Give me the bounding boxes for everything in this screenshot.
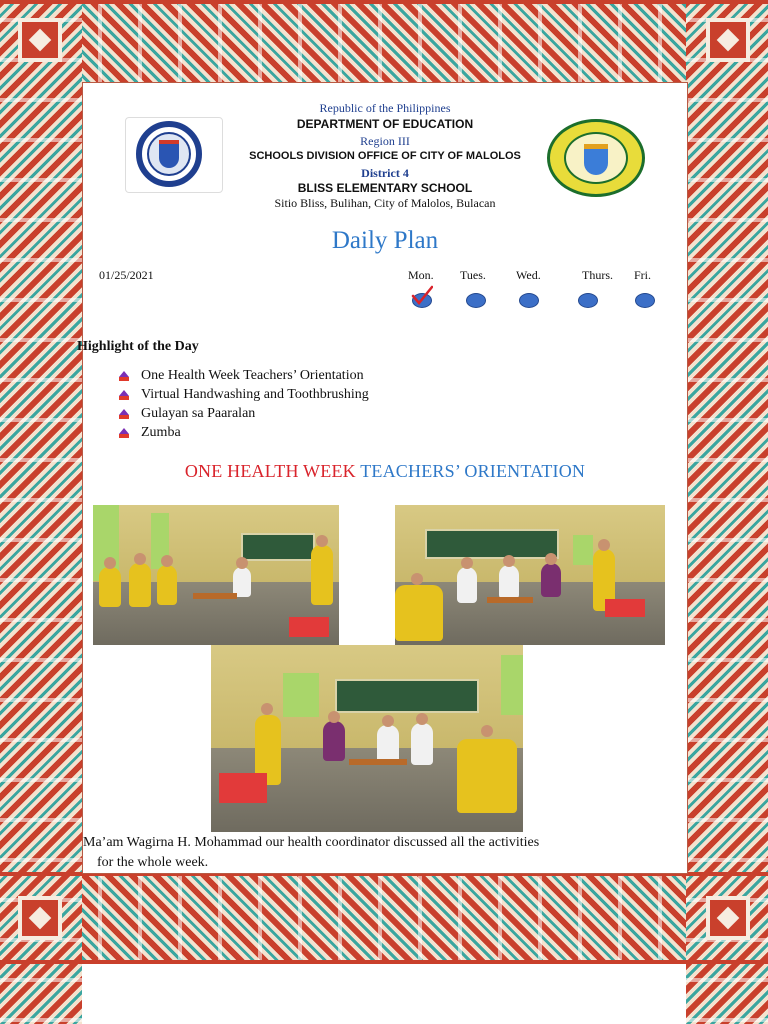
day-label-thurs: Thurs. [582, 268, 613, 282]
section-heading-blue: TEACHERS’ ORIENTATION [360, 461, 586, 481]
caption-line-1: Ma’am Wagirna H. Mohammad our health coordinator discussed all the activities [83, 835, 540, 850]
deped-seal-logo [125, 117, 223, 193]
border-line-bottom [0, 960, 768, 964]
list-item: Gulayan sa Paaralan [119, 404, 369, 423]
day-marker-wed[interactable] [519, 293, 539, 308]
bullet-icon [119, 409, 129, 419]
plan-date: 01/25/2021 [99, 268, 154, 282]
header-district: District 4 [361, 166, 409, 180]
header-address: Sitio Bliss, Bulihan, City of Malolos, Bulacan [274, 196, 496, 210]
school-seal-logo [547, 119, 645, 197]
day-label-fri: Fri. [634, 268, 652, 282]
day-label-mon: Mon. [408, 268, 434, 282]
header-republic: Republic of the Philippines [319, 101, 451, 115]
photo-caption [83, 833, 683, 873]
border-bottom [0, 872, 768, 964]
header-department: DEPARTMENT OF EDUCATION [296, 117, 474, 131]
bullet-icon [119, 428, 129, 438]
border-line-top [0, 0, 768, 4]
header-division: SCHOOLS DIVISION OFFICE OF CITY OF MALOLOS [249, 150, 521, 162]
day-label-tues: Tues. [460, 268, 486, 282]
document-page [77, 82, 688, 874]
orientation-photo-1 [93, 505, 339, 645]
corner-motif-top-left [18, 18, 62, 62]
page-title: Daily Plan [331, 227, 439, 254]
section-heading [83, 461, 687, 482]
border-left [0, 0, 82, 1024]
border-right [686, 0, 768, 1024]
corner-motif-top-right [706, 18, 750, 62]
header-region: Region III [360, 134, 410, 148]
day-marker-tues[interactable] [466, 293, 486, 308]
list-item: One Health Week Teachers’ Orientation [119, 366, 369, 385]
highlights-list [119, 366, 369, 442]
corner-motif-bottom-left [18, 896, 62, 940]
checkmark-icon [411, 285, 433, 305]
section-heading-red: ONE HEALTH WEEK [184, 461, 356, 481]
bullet-icon [119, 390, 129, 400]
highlights-heading: Highlight of the Day [77, 339, 199, 354]
header-school: BLISS ELEMENTARY SCHOOL [297, 181, 473, 195]
list-item: Virtual Handwashing and Toothbrushing [119, 385, 369, 404]
orientation-photo-2 [395, 505, 665, 645]
day-marker-fri[interactable] [635, 293, 655, 308]
day-marker-thurs[interactable] [578, 293, 598, 308]
orientation-photo-3 [211, 645, 523, 832]
day-label-wed: Wed. [516, 268, 541, 282]
border-top [0, 0, 768, 82]
bullet-icon [119, 371, 129, 381]
corner-motif-bottom-right [706, 896, 750, 940]
list-item: Zumba [119, 423, 369, 442]
caption-line-2: for the whole week. [97, 855, 209, 870]
